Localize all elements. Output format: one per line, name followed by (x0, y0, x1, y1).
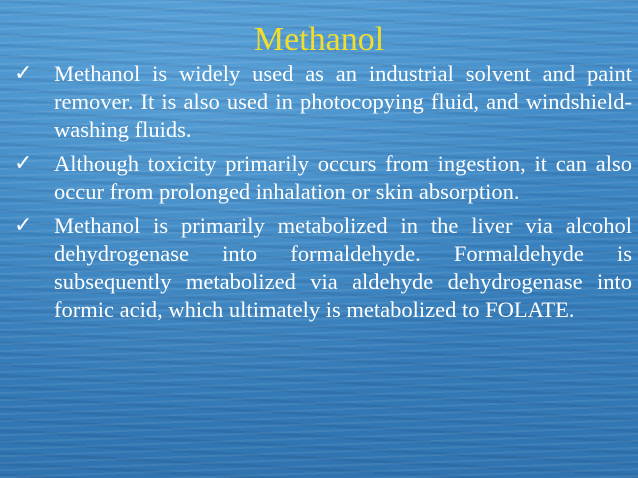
bullet-text: Methanol is primarily metabolized in the liver via alcohol dehydrogenase into formaldehyde. Formaldehyde is subsequently metabolized via aldehyde dehydrogenase into formic acid, which ultimately is metabolized to FOLATE. (54, 213, 632, 322)
bullet-item (14, 60, 632, 144)
check-mark-icon: ✓ (14, 151, 33, 176)
check-mark-icon: ✓ (14, 213, 33, 238)
bullet-text: Although toxicity primarily occurs from ingestion, it can also occur from prolonged inhalation or skin absorption. (54, 151, 632, 204)
slide-title: Methanol (253, 21, 385, 58)
bullet-item (14, 212, 632, 324)
bullet-item (14, 150, 632, 206)
bullet-text: Methanol is widely used as an industrial solvent and paint remover. It is also used in photocopying fluid, and windshield-washing fluids. (54, 61, 632, 142)
bullet-list (14, 60, 632, 330)
check-mark-icon: ✓ (14, 61, 33, 86)
